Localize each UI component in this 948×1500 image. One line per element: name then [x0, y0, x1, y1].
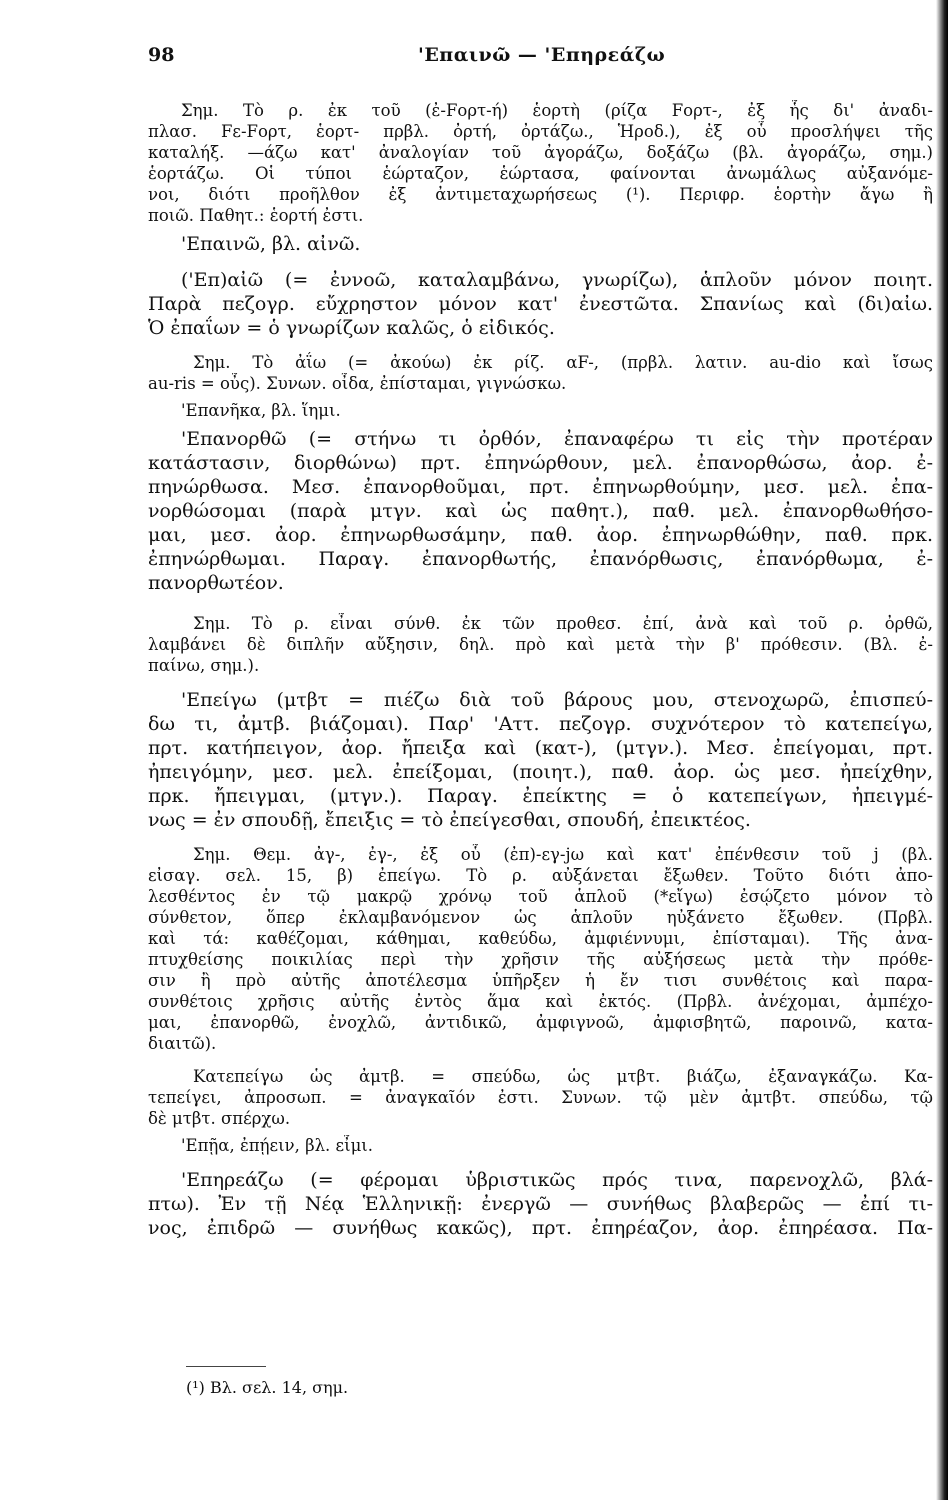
entry-epaniika	[148, 400, 933, 421]
footnote-rule	[186, 1366, 266, 1367]
entry-line: δω τι, ἀμτβ. βιάζομαι). Παρ' 'Αττ. πεζογρ. συχνότερον τὸ κατεπείγω,	[148, 713, 933, 735]
text-line: καὶ τά: καθέζομαι, κάθημαι, καθεύδω, ἀμφιέννυμι, ἐπίσταμαι). Τῆς ἀνα-	[148, 929, 933, 948]
entry-line: πανορθωτέον.	[148, 572, 284, 594]
text-line: σιν ἢ πρὸ αὐτῆς ἀποτέλεσμα ὑπῆρξεν ἡ ἔν τισι συνθέτοις καὶ παρα-	[148, 971, 933, 990]
entry-line: ἠπειγόμην, μεσ. μελ. ἐπείξομαι, (ποιητ.), παθ. ἀορ. ὡς μεσ. ἠπείχθην,	[148, 761, 933, 783]
entry-epiia	[148, 1135, 933, 1156]
text-line: Κατεπείγω ὡς ἀμτβ. = σπεύδω, ὡς μτβτ. βιάζω, ἐξαναγκάζω. Κα-	[193, 1067, 933, 1086]
text-line: λεσθέντος ἐν τῷ μακρῷ χρόνῳ τοῦ ἁπλοῦ (*εἴγω) ἐσῴζετο μόνον τὸ	[148, 887, 933, 906]
entry-line: ('Επ)αἰῶ (= ἐννοῶ, καταλαμβάνω, γνωρίζω), ἁπλοῦν μόνον ποιητ.	[181, 269, 933, 291]
footnote: (¹) Βλ. σελ. 14, σημ.	[186, 1378, 349, 1397]
entry-line: πρτ. κατήπειγον, ἀορ. ἤπειξα καὶ (κατ-), (μτγν.). Μεσ. ἐπείγομαι, πρτ.	[148, 737, 933, 759]
text-line: ποιῶ. Παθητ.: ἑορτή ἐστι.	[148, 206, 364, 225]
entry-epireazo	[148, 1168, 933, 1240]
entry-line: ἐπηνώρθωμαι. Παραγ. ἐπανορθωτής, ἐπανόρθωσις, ἐπανόρθωμα, ἐ-	[148, 548, 933, 570]
entry-line: 'Επαινῶ, βλ. αἰνῶ.	[181, 233, 361, 255]
entry-line: μαι, μεσ. ἀορ. ἐπηνωρθωσάμην, παθ. ἀορ. ἐπηνωρθώθην, παθ. πρκ.	[148, 524, 933, 546]
entry-line: νορθώσομαι (παρὰ μτγν. καὶ ὡς παθητ.), παθ. μελ. ἐπανορθωθήσο-	[148, 500, 933, 522]
page-body	[148, 100, 933, 1246]
entry-line: Ὁ ἐπαΐων = ὁ γνωρίζων καλῶς, ὁ εἰδικός.	[148, 317, 555, 339]
entry-epaino	[148, 232, 933, 256]
page-edge-shadow	[936, 0, 948, 1500]
text-line: νοι, διότι προῆλθον ἐξ ἀντιμεταχωρήσεως (¹). Περιφρ. ἑορτὴν ἄγω ἢ	[148, 185, 933, 204]
entry-line: πηνώρθωσα. Μεσ. ἐπανορθοῦμαι, πρτ. ἐπηνωρθούμην, μεσ. μελ. ἐπα-	[148, 476, 933, 498]
entry-line: Παρὰ πεζογρ. εὔχρηστον μόνον κατ' ἐνεστῶτα. Σπανίως καὶ (δι)αἰω.	[148, 293, 933, 315]
text-line: Σημ. Τὸ ἀΐω (= ἀκούω) ἐκ ρίζ. αF-, (πρβλ. λατιν. au-dio καὶ ἴσως	[193, 353, 933, 372]
entry-epanortho	[148, 427, 933, 595]
entry-line: πτω). Ἐν τῇ Νέᾳ Ἑλληνικῇ: ἐνεργῶ — συνήθως βλαβερῶς — ἐπί τι-	[148, 1193, 933, 1215]
text-line: πλασ. Fε-Fορτ, ἑορτ- πρβλ. ὀρτή, ὀρτάζω., Ἡροδ.), ἐξ οὗ προσλήψει τῆς	[148, 122, 933, 141]
note-eorti	[148, 100, 933, 226]
entry-line: 'Επανῆκα, βλ. ἵημι.	[181, 401, 341, 420]
text-line: διαιτῶ).	[148, 1034, 217, 1053]
text-line: λαμβάνει δὲ διπλῆν αὔξησιν, δηλ. πρὸ καὶ μετὰ τὴν β' πρόθεσιν. (Βλ. ἐ-	[148, 635, 933, 654]
entry-line: 'Επανορθῶ (= στήνω τι ὀρθόν, ἐπαναφέρω τι εἰς τὴν προτέραν	[181, 428, 933, 450]
entry-line: κατάστασιν, διορθώνω) πρτ. ἐπηνώρθουν, μελ. ἐπανορθώσω, ἀορ. ἐ-	[148, 452, 933, 474]
page-number: 98	[148, 44, 175, 66]
text-line: καταλήξ. —άζω κατ' ἀναλογίαν τοῦ ἀγοράζω, δοξάζω (βλ. ἀγοράζω, σημ.)	[148, 143, 933, 162]
entry-line: 'Επῇα, ἐπῄειν, βλ. εἶμι.	[181, 1136, 374, 1155]
entry-line: 'Επηρεάζω (= φέρομαι ὑβριστικῶς πρός τινα, παρενοχλῶ, βλά-	[181, 1169, 933, 1191]
text-line: συνθέτοις χρῆσις αὐτῆς ἐντὸς ἅμα καὶ ἐκτός. (Πρβλ. ἀνέχομαι, ἀμπέχο-	[148, 992, 933, 1011]
page-header	[148, 44, 938, 74]
text-line: Σημ. Τὸ ρ. ἐκ τοῦ (ἐ-Fορτ-ή) ἑορτὴ (ρίζα Fορτ-, ἐξ ἧς δι' ἀναδι-	[181, 101, 933, 120]
entry-line: νως = ἐν σπουδῇ, ἔπειξις = τὸ ἐπείγεσθαι, σπουδή, ἐπεικτέος.	[148, 809, 751, 831]
text-line: Σημ. Θεμ. ἀγ-, ἐγ-, ἐξ οὗ (ἐπ)-εγ-jω καὶ κατ' ἐπένθεσιν τοῦ j (βλ.	[193, 845, 933, 864]
running-head: 'Επαινῶ — 'Επηρεάζω	[418, 44, 666, 66]
note-katepeigo	[148, 1066, 933, 1129]
entry-line: νος, ἐπιδρῶ — συνήθως κακῶς), πρτ. ἐπηρέαζον, ἀορ. ἐπηρέασα. Πα-	[148, 1217, 933, 1239]
note-aio	[148, 352, 933, 394]
text-line: παίνω, σημ.).	[148, 656, 260, 675]
entry-line: πρκ. ἤπειγμαι, (μτγν.). Παραγ. ἐπείκτης = ὁ κατεπείγων, ἠπειγμέ-	[148, 785, 933, 807]
text-line: ἑορτάζω. Οἱ τύποι ἑώρταζον, ἑώρτασα, φαίνονται ἀνωμάλως αὐξανόμε-	[148, 164, 933, 183]
entry-epeigo	[148, 688, 933, 832]
note-epanortho	[148, 613, 933, 676]
text-line: Σημ. Τὸ ρ. εἶναι σύνθ. ἐκ τῶν προθεσ. ἐπί, ἀνὰ καὶ τοῦ ρ. ὀρθῶ,	[193, 614, 933, 633]
text-line: σύνθετον, ὅπερ ἐκλαμβανόμενον ὡς ἁπλοῦν ηὐξάνετο ἔξωθεν. (Πρβλ.	[148, 908, 933, 927]
entry-epaio	[148, 268, 933, 340]
entry-line: 'Επείγω (μτβτ = πιέζω διὰ τοῦ βάρους μου, στενοχωρῶ, ἐπισπεύ-	[181, 689, 933, 711]
text-line: δὲ μτβτ. σπέρχω.	[148, 1109, 291, 1128]
text-line: μαι, ἐπανορθῶ, ἐνοχλῶ, ἀντιδικῶ, ἀμφιγνοῶ, ἀμφισβητῶ, παροινῶ, κατα-	[148, 1013, 933, 1032]
text-line: au-ris = οὖς). Συνων. οἶδα, ἐπίσταμαι, γιγνώσκω.	[148, 374, 567, 393]
text-line: τεπείγει, ἀπροσωπ. = ἀναγκαῖόν ἐστι. Συνων. τῷ μὲν ἀμτβτ. σπεύδω, τῷ	[148, 1088, 933, 1107]
text-line: εἰσαγ. σελ. 15, β) ἐπείγω. Τὸ ρ. αὐξάνεται ἔξωθεν. Τοῦτο διότι ἀπο-	[148, 866, 933, 885]
note-epeigo	[148, 844, 933, 1054]
text-line: πτυχθείσης ποικιλίας περὶ τὴν χρῆσιν τῆς αὐξήσεως μετὰ τὴν πρόθε-	[148, 950, 933, 969]
